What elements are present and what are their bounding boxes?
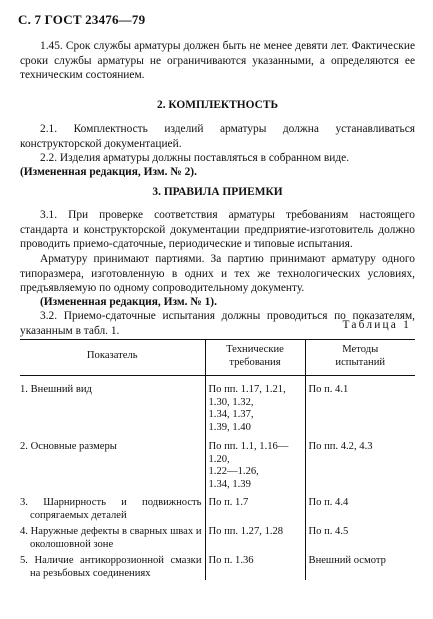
paragraph-3-2: 3.2. Приемо-сдаточные испытания должны проводиться по показателям, указанным в табл. 1.	[20, 310, 415, 337]
section-3-title: 3. ПРАВИЛА ПРИЕМКИ	[152, 186, 283, 198]
paragraph-1-45: 1.45. Срок службы арматуры должен быть не менее девяти лет. Фактические сроки службы арматуры не ограничиваются указанными, а определяются ее техническим состоянием.	[20, 40, 415, 81]
indicator-cell: 5. Наличие антикоррозионной смазки на резьбовых соединениях	[20, 555, 202, 579]
indicator-cell: 2. Основные размеры	[20, 441, 117, 452]
methods-cell: По п. 4.4	[305, 491, 415, 522]
requirements-cell: По п. 1.36	[205, 551, 305, 580]
column-header-indicator: Показатель	[20, 340, 205, 376]
indicator-cell: 1. Внешний вид	[20, 384, 92, 395]
methods-cell: По пп. 4.2, 4.3	[305, 434, 415, 491]
requirements-cell: По п. 1.7	[205, 491, 305, 522]
page-header: С. 7 ГОСТ 23476—79	[18, 12, 146, 27]
methods-cell: По п. 4.1	[305, 376, 415, 435]
methods-cell: Внешний осмотр	[305, 551, 415, 580]
indicator-cell: 3. Шарнирность и подвижность сопрягаемых деталей	[20, 497, 202, 521]
table-row	[20, 551, 415, 580]
methods-cell: По п. 4.5	[305, 522, 415, 551]
table-row	[20, 491, 415, 522]
table-header-row	[20, 340, 415, 376]
paragraph-2-2: 2.2. Изделия арматуры должны поставляться в собранном виде.	[40, 152, 350, 164]
table-caption: Таблица 1	[342, 319, 411, 331]
section-2-title: 2. КОМПЛЕКТНОСТЬ	[157, 99, 278, 111]
paragraph-2-1: 2.1. Комплектность изделий арматуры должна устанавливаться конструкторской документацией.	[20, 123, 415, 150]
amendment-note-1: (Измененная редакция, Изм. № 1).	[40, 296, 217, 308]
requirements-cell: По пп. 1.27, 1.28	[205, 522, 305, 551]
indicator-cell: 4. Наружные дефекты в сварных швах и околошовной зоне	[20, 526, 202, 550]
acceptance-tests-table	[20, 339, 415, 580]
paragraph-3-1-b: Арматуру принимают партиями. За партию принимают арматуру одного типоразмера, изготовленную в одних и тех же технологических условиях, предъявляемую по одному сопроводительному документу.	[20, 253, 415, 294]
table-row	[20, 522, 415, 551]
paragraph-3-1: 3.1. При проверке соответствия арматуры требованиям настоящего стандарта и конструкторской документации предприятие-изготовитель должно проводить приемо-сдаточные, периодические и типовые испытания.	[20, 209, 415, 250]
amendment-note-2: (Измененная редакция, Изм. № 2).	[20, 166, 197, 178]
table-row	[20, 376, 415, 435]
column-header-methods: Методы испытаний	[305, 340, 415, 376]
column-header-requirements: Технические требования	[205, 340, 305, 376]
requirements-cell: По пп. 1.17, 1.21, 1.30, 1.32, 1.34, 1.37, 1.39, 1.40	[205, 376, 305, 435]
requirements-cell: По пп. 1.1, 1.16— 1.20, 1.22—1.26, 1.34, 1.39	[205, 434, 305, 491]
table-row	[20, 434, 415, 491]
